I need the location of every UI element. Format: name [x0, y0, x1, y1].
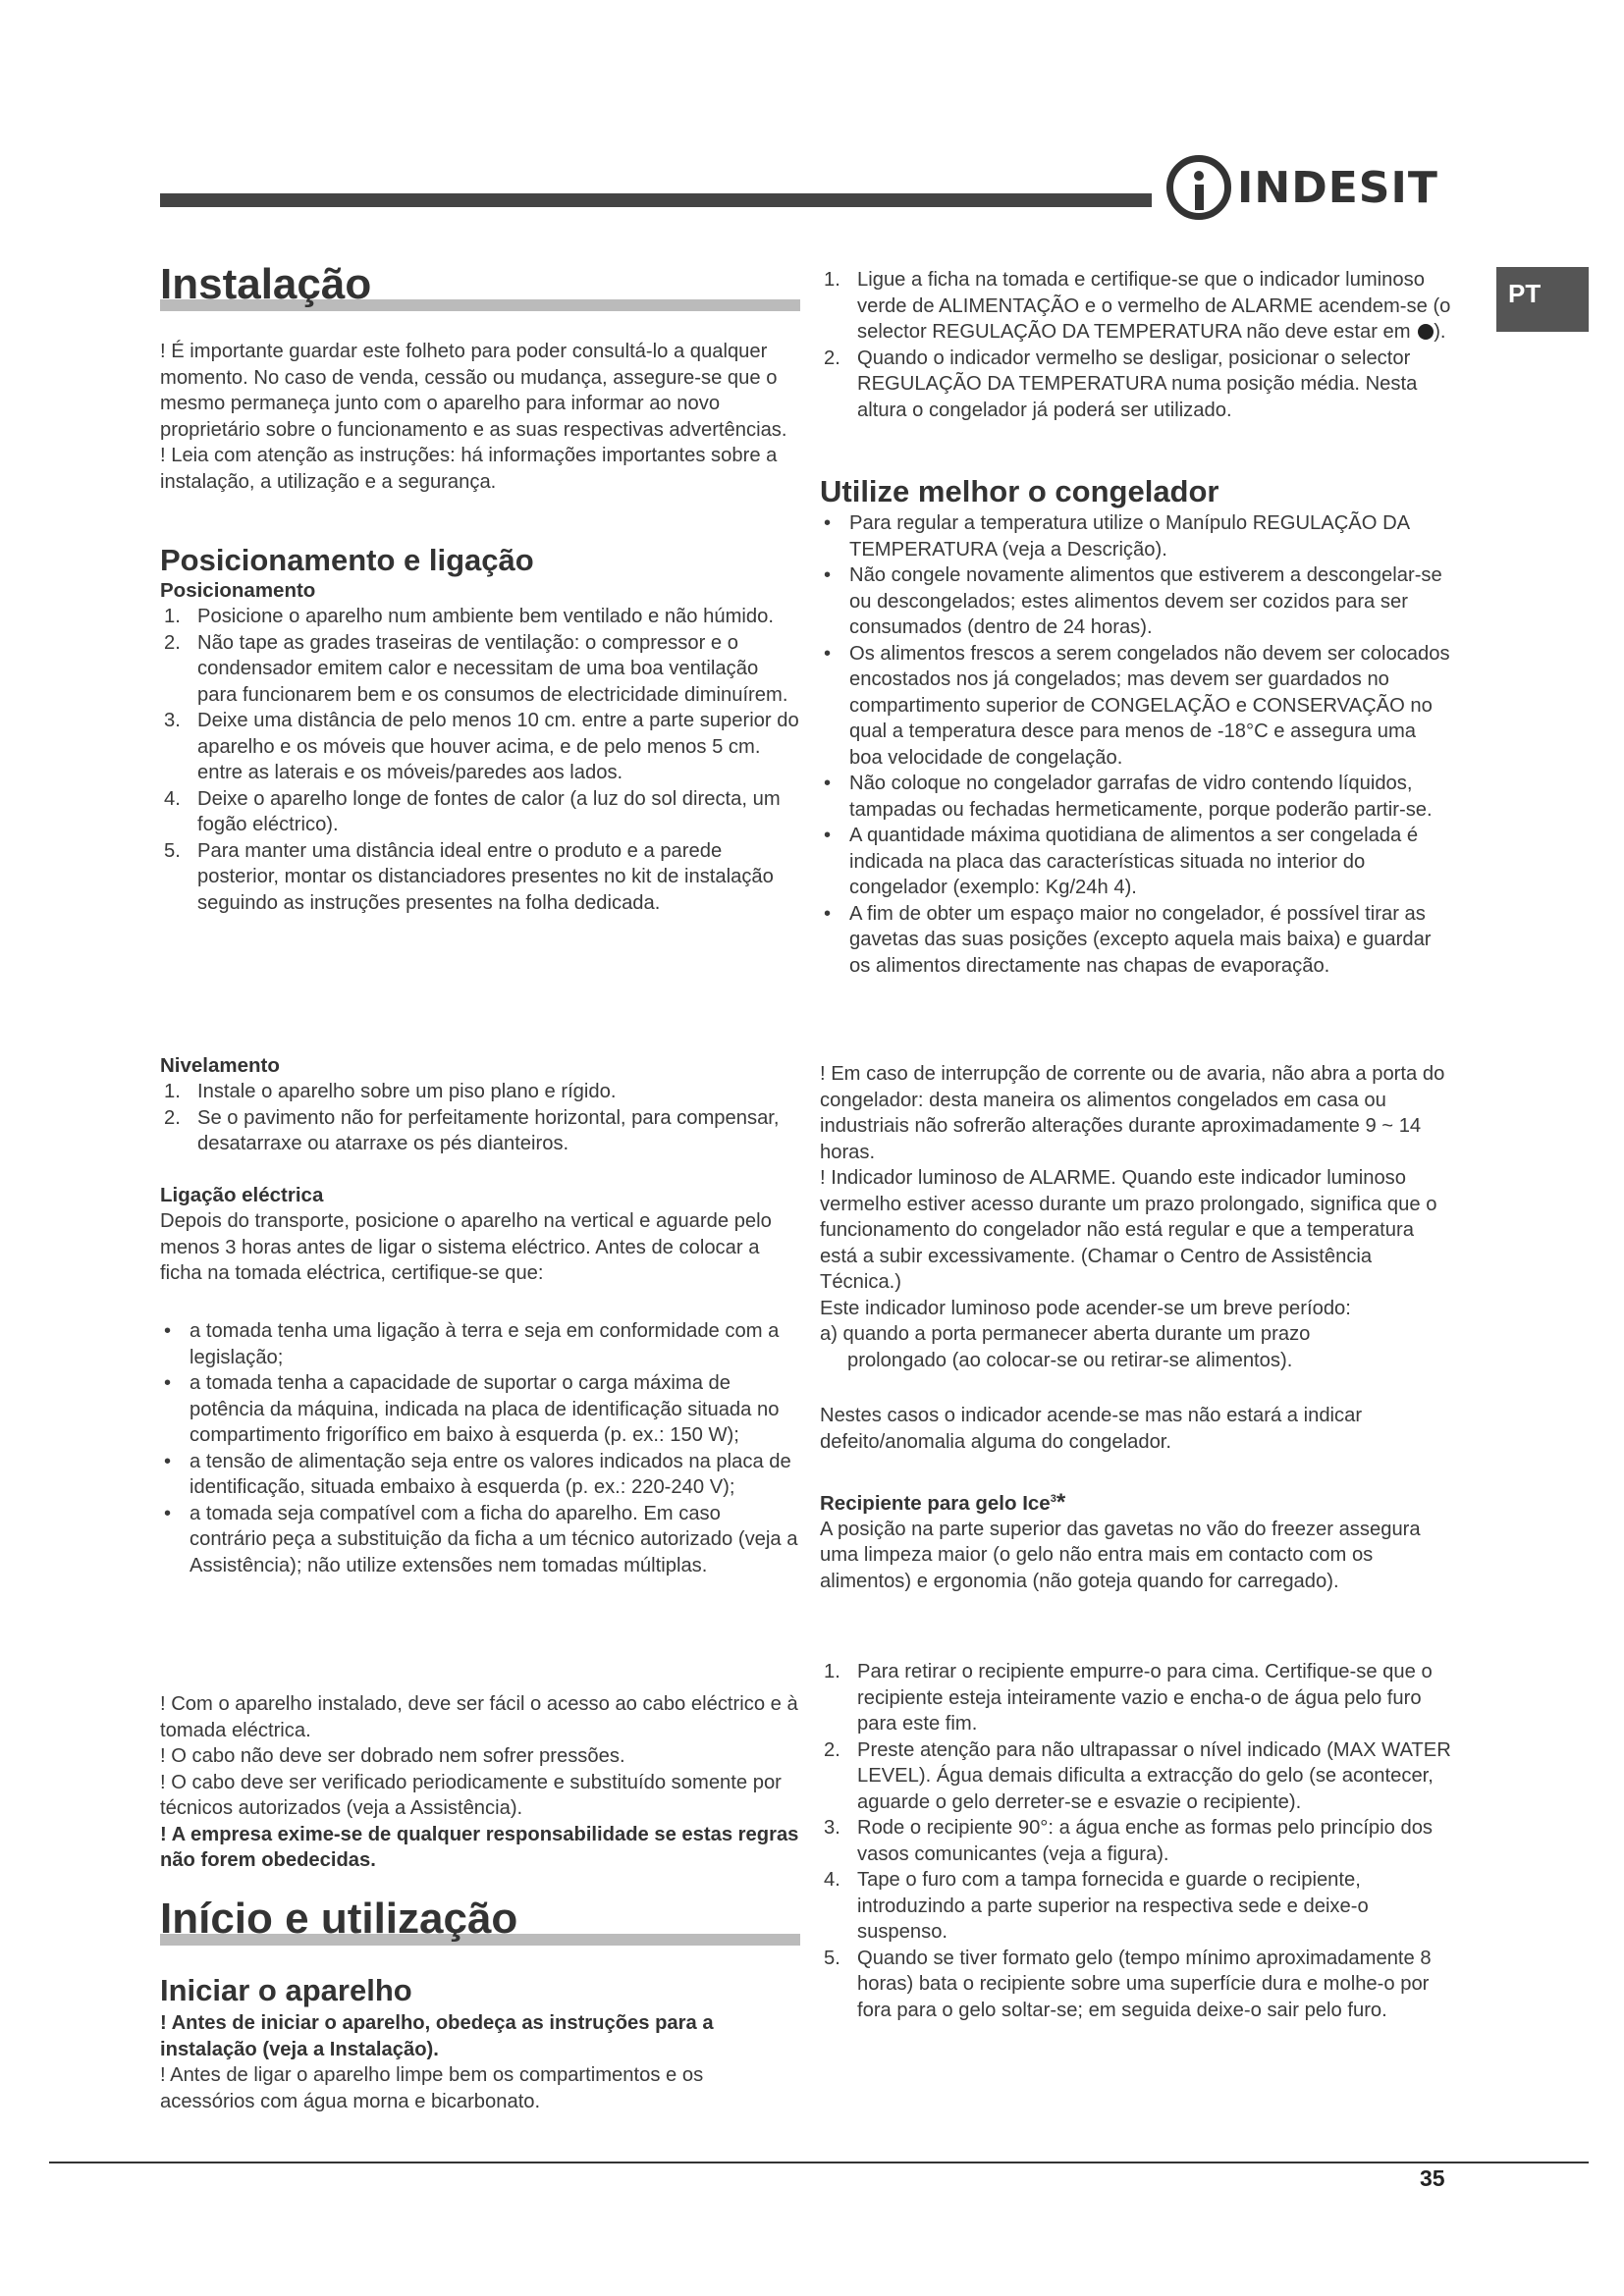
list-item: 1. Instale o aparelho sobre um piso plano e rígido. [164, 1081, 617, 1102]
list-item: • a tomada tenha uma ligação à terra e seja em conformidade com a legislação; [164, 1320, 780, 1368]
warning-cable-bend: ! O cabo não deve ser dobrado nem sofrer pressões. [160, 1745, 625, 1767]
heading-freezer: Utilize melhor o congelador [820, 474, 1219, 508]
electric-list [160, 1318, 800, 1578]
subheading-leveling: Nivelamento [160, 1054, 280, 1077]
freezer-list [820, 510, 1454, 979]
alarm-note: ! Indicador luminoso de ALARME. Quando este indicador luminoso vermelho estiver acesso durante um prazo prolongado, significa que o funcionamento do congelador não está regular e que a temperatura está a subir excessivamente. (Chamar o Centro de Assistência Técnica.) [820, 1167, 1437, 1293]
list-item: 1. Ligue a ficha na tomada e certifique-se que o indicador luminoso verde de ALIMENTAÇÃO e o vermelho de ALARME acendem-se (o selector REGULAÇÃO DA TEMPERATURA não deve estar em ). [824, 269, 1451, 343]
list-item: 3. Deixe uma distância de pelo menos 10 cm. entre a parte superior do aparelho e os móveis que houver acima, e de pelo menos 5 cm. entre as laterais e os móveis/paredes aos lados. [164, 710, 799, 783]
leveling-list [160, 1079, 800, 1157]
start-cleaning: ! Antes de ligar o aparelho limpe bem os compartimentos e os acessórios com água morna e bicarbonato. [160, 2064, 704, 2112]
off-position-icon [1418, 324, 1434, 340]
alarm-note-2: Este indicador luminoso pode acender-se um breve período: [820, 1297, 1351, 1319]
alarm-conclusion: Nestes casos o indicador acende-se mas não estará a indicar defeito/anomalia alguma do congelador. [820, 1405, 1363, 1453]
alarm-case-a-cont: prolongado (ao colocar-se ou retirar-se alimentos). [847, 1349, 1293, 1371]
ice-paragraph: A posição na parte superior das gavetas no vão do freezer assegura uma limpeza maior (o gelo não entra mais em contacto com os alimentos) e ergonomia (não goteja quando for carregado). [820, 1518, 1421, 1592]
alarm-case-a: a) quando a porta permanecer aberta durante um prazo [820, 1323, 1311, 1345]
page-number: 35 [1420, 2165, 1445, 2191]
list-item: 2. Não tape as grades traseiras de ventilação: o compressor e o condensador emitem calor e necessitam de uma boa ventilação para funcionarem bem e os consumos de electricidade diminuírem. [164, 631, 788, 706]
positioning-list [160, 604, 800, 916]
intro-warning: ! Leia com atenção as instruções: há informações importantes sobre a instalação, a utilização e a segurança. [160, 445, 778, 493]
heading-start-appliance: Iniciar o aparelho [160, 1973, 412, 2007]
list-item: • a tensão de alimentação seja entre os valores indicados na placa de identificação, situada embaixo à esquerda (p. ex.: 220-240 V); [164, 1450, 791, 1498]
list-item: 1. Para retirar o recipiente empurre-o para cima. Certifique-se que o recipiente esteja inteiramente vazio e encha-o de água pelo furo para este fim. [824, 1661, 1433, 1735]
brand-logo [1166, 155, 1438, 220]
brand-name: INDESIT [1237, 162, 1438, 213]
list-item: • Os alimentos frescos a serem congelados não devem ser colocados encostados nos já congelados; mas devem ser guardados no compartimento superior de CONGELAÇÃO e CONSERVAÇÃO no qual a temperatura desce para menos de -18°C e assegura uma boa velocidade de congelação. [824, 642, 1450, 769]
warning-liability: ! A empresa exime-se de qualquer responsabilidade se estas regras não forem obedecidas. [160, 1823, 799, 1871]
power-failure-note: ! Em caso de interrupção de corrente ou de avaria, não abra a porta do congelador: desta maneira os alimentos congelados em casa ou industriais não sofrerão alterações durante aproximadamente 9 ~ 14 horas. [820, 1063, 1445, 1163]
list-item: • A fim de obter um espaço maior no congelador, é possível tirar as gavetas das suas posições (excepto aquela mais baixa) e guardar os alimentos directamente nas chapas de evaporação. [824, 902, 1432, 977]
list-item: 2. Preste atenção para não ultrapassar o nível indicado (MAX WATER LEVEL). Água demais dificulta a extracção do gelo (se acontecer, aguarde o gelo derreter-se e esvazie o recipiente). [824, 1738, 1451, 1813]
start-warning: ! Antes de iniciar o aparelho, obedeça as instruções para a instalação (veja a Instalação). [160, 2012, 714, 2060]
language-tab: PT [1496, 267, 1589, 332]
electric-paragraph: Depois do transporte, posicione o aparelho na vertical e aguarde pelo menos 3 horas antes de ligar o sistema eléctrico. Antes de colocar a ficha na tomada eléctrica, certifique-se que: [160, 1210, 772, 1284]
heading-ice: Recipiente para gelo Ice$^3$* [820, 1488, 1066, 1516]
list-item: 4. Tape o furo com a tampa fornecida e guarde o recipiente, introduzindo a parte superior na respectiva sede e deixe-o suspenso. [824, 1869, 1369, 1943]
subheading-positioning: Posicionamento [160, 579, 316, 602]
ice-steps-list [820, 1659, 1454, 2023]
list-item: 4. Deixe o aparelho longe de fontes de calor (a luz do sol directa, um fogão eléctrico). [164, 787, 781, 835]
list-item: • Não coloque no congelador garrafas de vidro contendo líquidos, tampadas ou fechadas hermeticamente, porque poderão partir-se. [824, 773, 1433, 821]
list-item: 5. Para manter uma distância ideal entre o produto e a parede posterior, montar os distanciadores presentes no kit de instalação seguindo as instruções presentes na folha dedicada. [164, 839, 774, 914]
start-steps-list [820, 267, 1454, 423]
intro-paragraph: ! É importante guardar este folheto para poder consultá-lo a qualquer momento. No caso de venda, cessão ou mudança, assegure-se que o mesmo permaneça junto com o aparelho para informar ao novo proprietário sobre o funcionamento e as suas respectivas advertências. [160, 341, 787, 441]
list-item: • Não congele novamente alimentos que estiverem a descongelar-se ou descongelados; estes alimentos devem ser cozidos para ser consumados (dentro de 24 horas). [824, 564, 1442, 638]
list-item: 2. Se o pavimento não for perfeitamente horizontal, para compensar, desatarraxe ou atarraxe os pés dianteiros. [164, 1106, 780, 1154]
section-title-start: Início e utilização [160, 1895, 518, 1943]
footer-rule [49, 2162, 1589, 2163]
list-item: 1. Posicione o aparelho num ambiente bem ventilado e não húmido. [164, 606, 774, 627]
info-icon [1166, 155, 1231, 220]
section-title-installation: Instalação [160, 260, 372, 308]
list-item: • a tomada seja compatível com a ficha do aparelho. Em caso contrário peça a substituição da ficha a um técnico autorizado (veja a Assistência); não utilize extensões nem tomadas múltiplas. [164, 1502, 798, 1576]
heading-positioning: Posicionamento e ligação [160, 543, 534, 577]
list-item: 5. Quando se tiver formato gelo (tempo mínimo aproximadamente 8 horas) bata o recipiente sobre uma superfície dura e molhe-o por fora para o gelo soltar-se; em seguida deixe-o sair pelo furo. [824, 1947, 1432, 2021]
subheading-electric: Ligação eléctrica [160, 1184, 324, 1206]
header-rule [160, 193, 1152, 207]
list-item: 2. Quando o indicador vermelho se desligar, posicionar o selector REGULAÇÃO DA TEMPERATURA numa posição média. Nesta altura o congelador já poderá ser utilizado. [824, 347, 1418, 421]
list-item: • a tomada tenha a capacidade de suportar o carga máxima de potência da máquina, indicada na placa de identificação situada no compartimento frigorífico em baixo à esquerda (p. ex.: 150 W); [164, 1372, 780, 1446]
list-item: • Para regular a temperatura utilize o Manípulo REGULAÇÃO DA TEMPERATURA (veja a Descrição). [824, 512, 1410, 561]
list-item: 3. Rode o recipiente 90°: a água enche as formas pelo princípio dos vasos comunicantes (veja a figura). [824, 1817, 1434, 1865]
warning-cable-check: ! O cabo deve ser verificado periodicamente e substituído somente por técnicos autorizados (veja a Assistência). [160, 1771, 782, 1819]
warning-cable-access: ! Com o aparelho instalado, deve ser fácil o acesso ao cabo eléctrico e à tomada eléctrica. [160, 1693, 798, 1741]
list-item: • A quantidade máxima quotidiana de alimentos a ser congelada é indicada na placa das características situada no interior do congelador (exemplo: Kg/24h 4). [824, 825, 1419, 898]
